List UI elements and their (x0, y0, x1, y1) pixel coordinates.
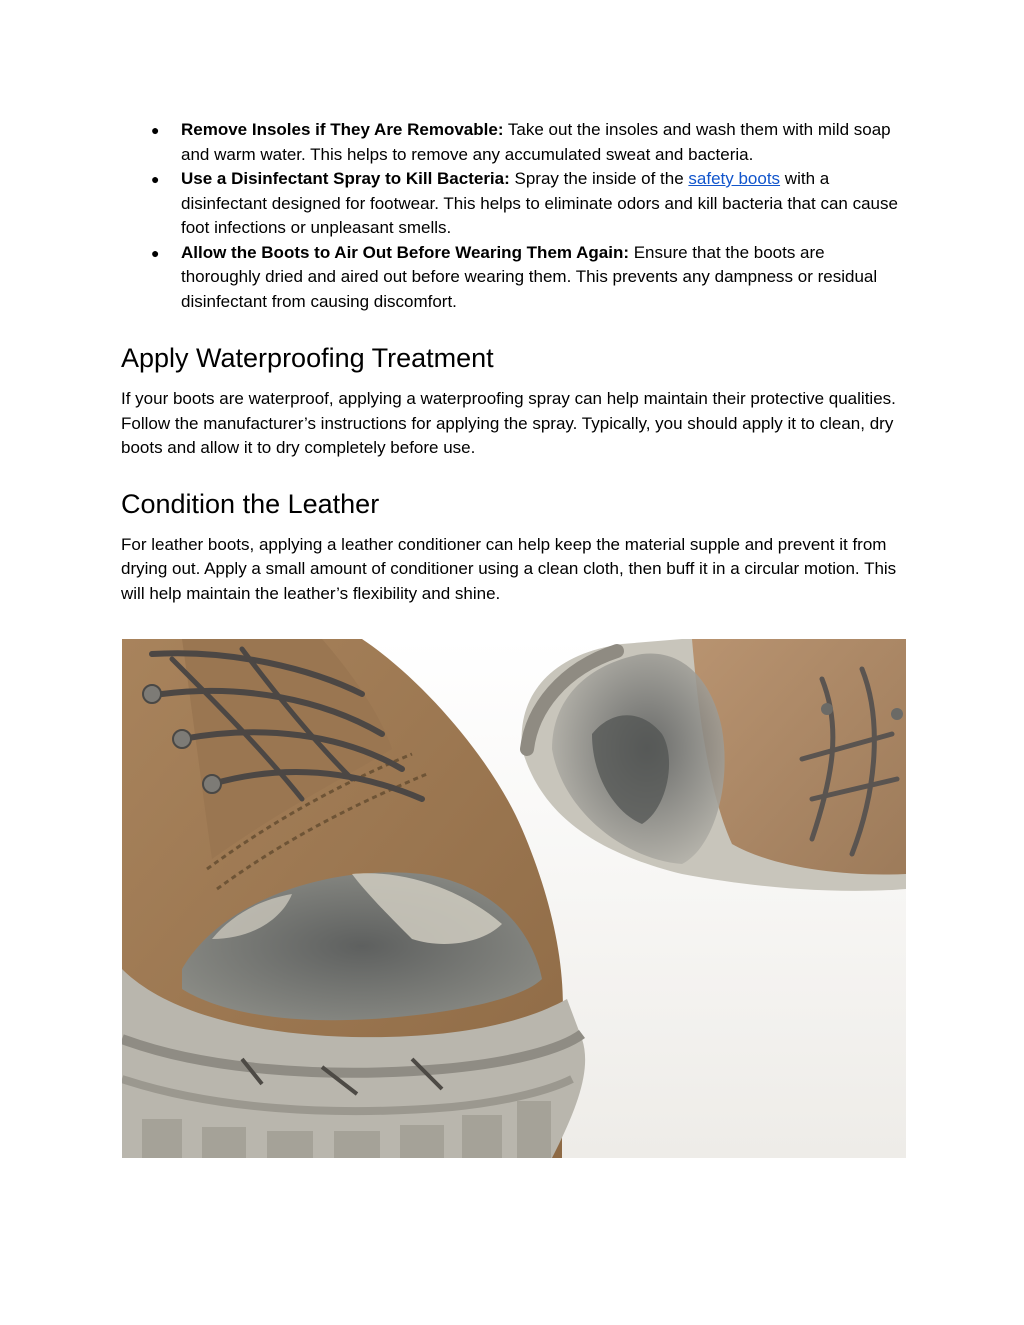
bullet-icon: ● (151, 244, 160, 261)
list-item (121, 118, 907, 167)
document-page (121, 118, 907, 606)
muddy-boots-photo (122, 639, 906, 1158)
bullet-list (121, 118, 907, 314)
bullet-text: Ensure that the boots are thoroughly dried and aired out before wearing them. This prevents any dampness or residual disinfectant from causing discomfort. (181, 242, 878, 311)
section-body-leather: For leather boots, applying a leather conditioner can help keep the material supple and prevent it from drying out. Apply a small amount of conditioner using a clean cloth, then buff it in a circular motion. This will help maintain the leather’s flexibility and shine. (121, 534, 897, 603)
section-heading-leather: Condition the Leather (121, 488, 380, 519)
bullet-icon: ● (151, 122, 160, 138)
bullet-text: Take out the insoles and wash them with mild soap and warm water. This helps to remove any accumulated sweat and bacteria. (181, 120, 891, 164)
bullet-title: Allow the Boots to Air Out Before Wearing Them Again: (181, 242, 629, 262)
section-body-waterproofing: If your boots are waterproof, applying a waterproofing spray can help maintain their protective qualities. Follow the manufacturer’s instructions for applying the spray. Typically, you should apply it to clean, dry boots and allow it to dry completely before use. (121, 389, 896, 457)
safety-boots-link[interactable]: safety boots (688, 169, 781, 188)
bullet-title: Use a Disinfectant Spray to Kill Bacteria: (181, 169, 510, 188)
bullet-title: Remove Insoles if They Are Removable: (181, 120, 504, 139)
section-heading-waterproofing: Apply Waterproofing Treatment (121, 343, 494, 373)
bullet-icon: ● (151, 171, 160, 187)
list-item (121, 241, 907, 315)
bullet-text: with a disinfectant designed for footwear. This helps to eliminate odors and kill bacteria that can cause foot infections or unpleasant smells. (181, 169, 898, 237)
list-item (121, 167, 907, 241)
boots-illustration (122, 639, 906, 1158)
bullet-text: Spray the inside of the (509, 169, 689, 188)
